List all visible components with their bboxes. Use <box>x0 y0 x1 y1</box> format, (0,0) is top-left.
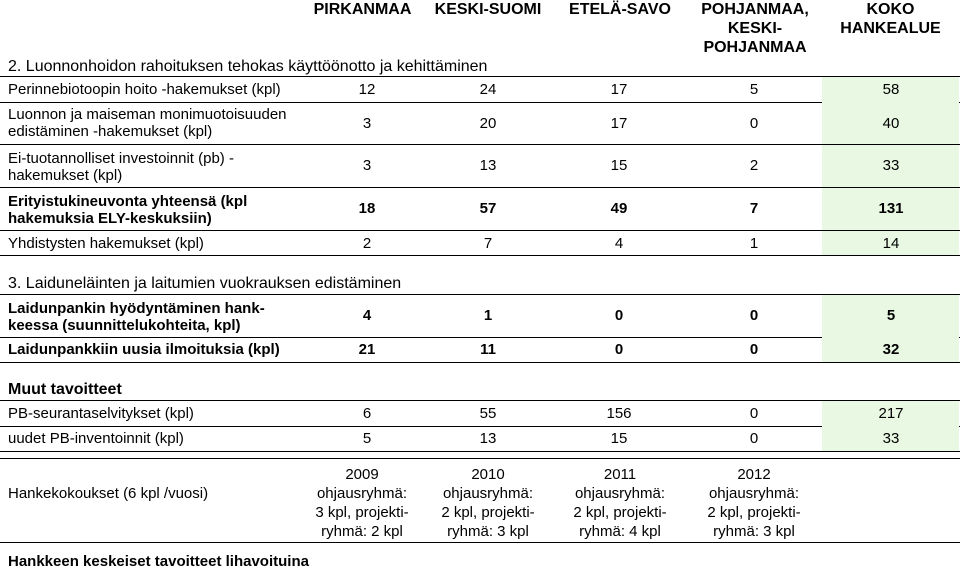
value-pohjanmaa: 1 <box>749 235 759 252</box>
value-keski-suomi: 13 <box>479 430 497 447</box>
value-etela-savo: 17 <box>610 81 628 98</box>
value-total: 217 <box>878 405 904 422</box>
row-label: Laidunpankin hyödyntäminen hank- keessa (suunnittelukohteita, kpl) <box>8 300 265 334</box>
footer-note: Hankkeen keskeiset tavoitteet lihavoituina <box>8 553 309 570</box>
value-pirkanmaa: 18 <box>358 200 376 217</box>
section-2-title: 2. Luonnonhoidon rahoituksen tehokas käyttöönotto ja kehittäminen <box>8 58 488 75</box>
value-total: 33 <box>882 430 900 447</box>
table-row <box>0 76 960 103</box>
row-label: PB-seurantaselvitykset (kpl) <box>8 405 194 422</box>
meeting-2010: 2010 ohjausryhmä: 2 kpl, projekti- ryhmä: 3 kpl <box>441 466 535 540</box>
col-header-pirkanmaa: PIRKANMAA <box>313 1 412 18</box>
value-pohjanmaa: 0 <box>749 430 759 447</box>
col-header-etela-savo: ETELÄ-SAVO <box>569 1 671 18</box>
value-pohjanmaa: 7 <box>749 200 759 217</box>
meeting-2011: 2011 ohjausryhmä: 2 kpl, projekti- ryhmä: 4 kpl <box>573 466 667 540</box>
value-total: 40 <box>882 115 900 132</box>
value-keski-suomi: 57 <box>479 200 497 217</box>
table-row <box>0 231 960 256</box>
row-label: Erityistukineuvonta yhteensä (kpl hakemuksia ELY-keskuksiin) <box>8 193 248 227</box>
value-keski-suomi: 7 <box>483 235 493 252</box>
value-keski-suomi: 20 <box>479 115 497 132</box>
value-pirkanmaa: 5 <box>362 430 372 447</box>
col-header-pohjanmaa: POHJANMAA, KESKI- POHJANMAA <box>701 1 809 56</box>
row-label: Perinnebiotoopin hoito -hakemukset (kpl) <box>8 81 281 98</box>
value-total: 14 <box>882 235 900 252</box>
meetings-row <box>0 459 960 543</box>
value-total: 58 <box>882 81 900 98</box>
table-row <box>0 145 960 188</box>
value-total: 131 <box>878 200 904 217</box>
value-etela-savo: 0 <box>614 341 624 358</box>
value-etela-savo: 49 <box>610 200 628 217</box>
col-header-keski-suomi: KESKI-SUOMI <box>434 1 542 18</box>
meeting-2012: 2012 ohjausryhmä: 2 kpl, projekti- ryhmä: 3 kpl <box>707 466 801 540</box>
meeting-2009: 2009 ohjausryhmä: 3 kpl, projekti- ryhmä: 2 kpl <box>315 466 409 540</box>
value-pohjanmaa: 0 <box>749 307 759 324</box>
value-etela-savo: 15 <box>610 157 628 174</box>
value-etela-savo: 17 <box>610 115 628 132</box>
value-pirkanmaa: 21 <box>358 341 376 358</box>
value-pohjanmaa: 5 <box>749 81 759 98</box>
value-pirkanmaa: 4 <box>362 307 372 324</box>
value-etela-savo: 0 <box>614 307 624 324</box>
table-row <box>0 102 960 145</box>
row-label: Laidunpankkiin uusia ilmoituksia (kpl) <box>8 341 280 358</box>
value-pohjanmaa: 2 <box>749 157 759 174</box>
value-keski-suomi: 11 <box>480 341 496 358</box>
value-total: 32 <box>882 341 900 358</box>
value-etela-savo: 15 <box>610 430 628 447</box>
value-pohjanmaa: 0 <box>749 341 759 358</box>
value-pohjanmaa: 0 <box>749 405 759 422</box>
value-keski-suomi: 13 <box>479 157 497 174</box>
row-label: Yhdistysten hakemukset (kpl) <box>8 235 204 252</box>
value-pirkanmaa: 2 <box>362 235 372 252</box>
value-pirkanmaa: 3 <box>362 115 372 132</box>
value-etela-savo: 4 <box>614 235 624 252</box>
value-keski-suomi: 24 <box>479 81 497 98</box>
table-row <box>0 294 960 338</box>
meetings-label: Hankekokoukset (6 kpl /vuosi) <box>8 485 209 502</box>
col-header-koko-hankealue: KOKO HANKEALUE <box>840 1 941 37</box>
row-label: Ei-tuotannolliset investoinnit (pb) - hakemukset (kpl) <box>8 150 234 184</box>
value-total: 5 <box>886 307 896 324</box>
value-pirkanmaa: 6 <box>362 405 372 422</box>
row-label: Luonnon ja maiseman monimuotoisuuden edistäminen -hakemukset (kpl) <box>8 106 287 140</box>
value-pohjanmaa: 0 <box>749 115 759 132</box>
value-keski-suomi: 55 <box>479 405 497 422</box>
muut-tavoitteet-title: Muut tavoitteet <box>8 381 122 398</box>
section-3-title: 3. Laiduneläinten ja laitumien vuokrauksen edistäminen <box>8 275 402 292</box>
table-row <box>0 400 960 427</box>
table-row <box>0 188 960 231</box>
table-row <box>0 426 960 452</box>
value-keski-suomi: 1 <box>483 307 493 324</box>
row-label: uudet PB-inventoinnit (kpl) <box>8 430 184 447</box>
value-total: 33 <box>882 157 900 174</box>
value-etela-savo: 156 <box>606 405 632 422</box>
value-pirkanmaa: 3 <box>362 157 372 174</box>
meetings-top-border <box>0 458 960 459</box>
value-pirkanmaa: 12 <box>358 81 376 98</box>
table-row <box>0 337 960 363</box>
